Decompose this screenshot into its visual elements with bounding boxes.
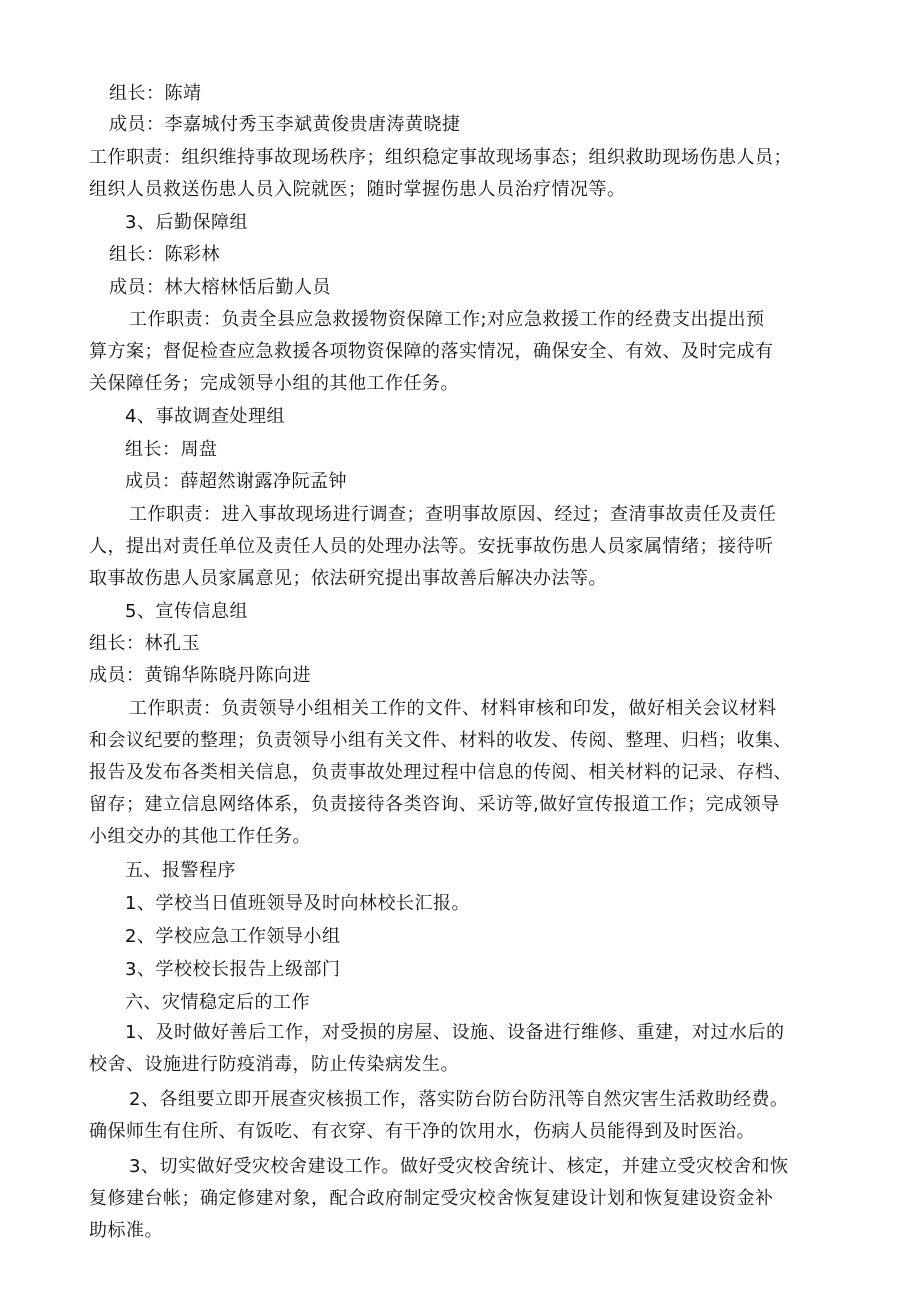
text-line: 成员：李嘉城付秀玉李斌黄俊贵唐涛黄晓捷: [109, 114, 461, 135]
text-line: 3、切实做好受灾校舍建设工作。做好受灾校舍统计、核定，并建立受灾校舍和恢: [129, 1156, 789, 1177]
text-line: 工作职责：组织维持事故现场秩序；组织稳定事故现场事态；组织救助现场伤患人员；: [89, 147, 792, 168]
text-line: 成员：薛超然谢露净阮孟钟: [125, 471, 347, 492]
section-heading: 3、后勤保障组: [125, 212, 248, 233]
text-line: 工作职责：进入事故现场进行调查；查明事故原因、经过；查清事故责任及责任: [129, 504, 777, 525]
text-line: 成员：林大榕林恬后勤人员: [109, 277, 331, 298]
text-line: 和会议纪要的整理；负责领导小组有关文件、材料的收发、传阅、整理、归档；收集、: [89, 730, 792, 751]
text-line: 组长：陈靖: [109, 83, 202, 104]
text-line: 成员：黄锦华陈晓丹陈向进: [89, 665, 311, 686]
text-line: 留存；建立信息网络体系，负责接待各类咨询、采访等,做好宣传报道工作；完成领导: [89, 794, 780, 815]
text-line: 工作职责：负责领导小组相关工作的文件、材料审核和印发，做好相关会议材料: [129, 698, 777, 719]
section-heading: 4、事故调查处理组: [125, 406, 285, 427]
text-line: 1、及时做好善后工作，对受损的房屋、设施、设备进行维修、重建，对过水后的: [125, 1022, 785, 1043]
section-heading: 五、报警程序: [125, 860, 236, 881]
text-line: 小组交办的其他工作任务。: [89, 826, 311, 847]
text-line: 2、学校应急工作领导小组: [125, 926, 341, 947]
text-line: 确保师生有住所、有饭吃、有衣穿、有干净的饮用水，伤病人员能得到及时医治。: [89, 1121, 755, 1142]
text-line: 报告及发布各类相关信息，负责事故处理过程中信息的传阅、相关材料的记录、存档、: [89, 762, 792, 783]
text-line: 组长：周盘: [125, 439, 218, 460]
text-line: 2、各组要立即开展查灾核损工作，落实防台防台防汛等自然灾害生活救助经费。: [129, 1089, 789, 1110]
text-line: 1、学校当日值班领导及时向林校长汇报。: [125, 893, 470, 914]
text-line: 工作职责：负责全县应急救援物资保障工作;对应急救援工作的经费支出提出预: [129, 309, 765, 330]
section-heading: 5、宣传信息组: [125, 601, 248, 622]
text-line: 组长：陈彩林: [109, 244, 220, 265]
text-line: 关保障任务；完成领导小组的其他工作任务。: [89, 373, 459, 394]
section-heading: 六、灾情稳定后的工作: [125, 992, 310, 1013]
text-line: 组织人员救送伤患人员入院就医；随时掌握伤患人员治疗情况等。: [89, 179, 626, 200]
text-line: 人，提出对责任单位及责任人员的处理办法等。安抚事故伤患人员家属情绪；接待听: [89, 536, 774, 557]
text-line: 助标准。: [89, 1220, 163, 1241]
text-line: 复修建台帐；确定修建对象，配合政府制定受灾校舍恢复建设计划和恢复建设资金补: [89, 1188, 774, 1209]
text-line: 取事故伤患人员家属意见；依法研究提出事故善后解决办法等。: [89, 568, 607, 589]
text-line: 算方案；督促检查应急救援各项物资保障的落实情况，确保安全、有效、及时完成有: [89, 341, 774, 362]
text-line: 校舍、设施进行防疫消毒，防止传染病发生。: [89, 1054, 459, 1075]
text-line: 组长：林孔玉: [89, 633, 200, 654]
text-line: 3、学校校长报告上级部门: [125, 959, 341, 980]
